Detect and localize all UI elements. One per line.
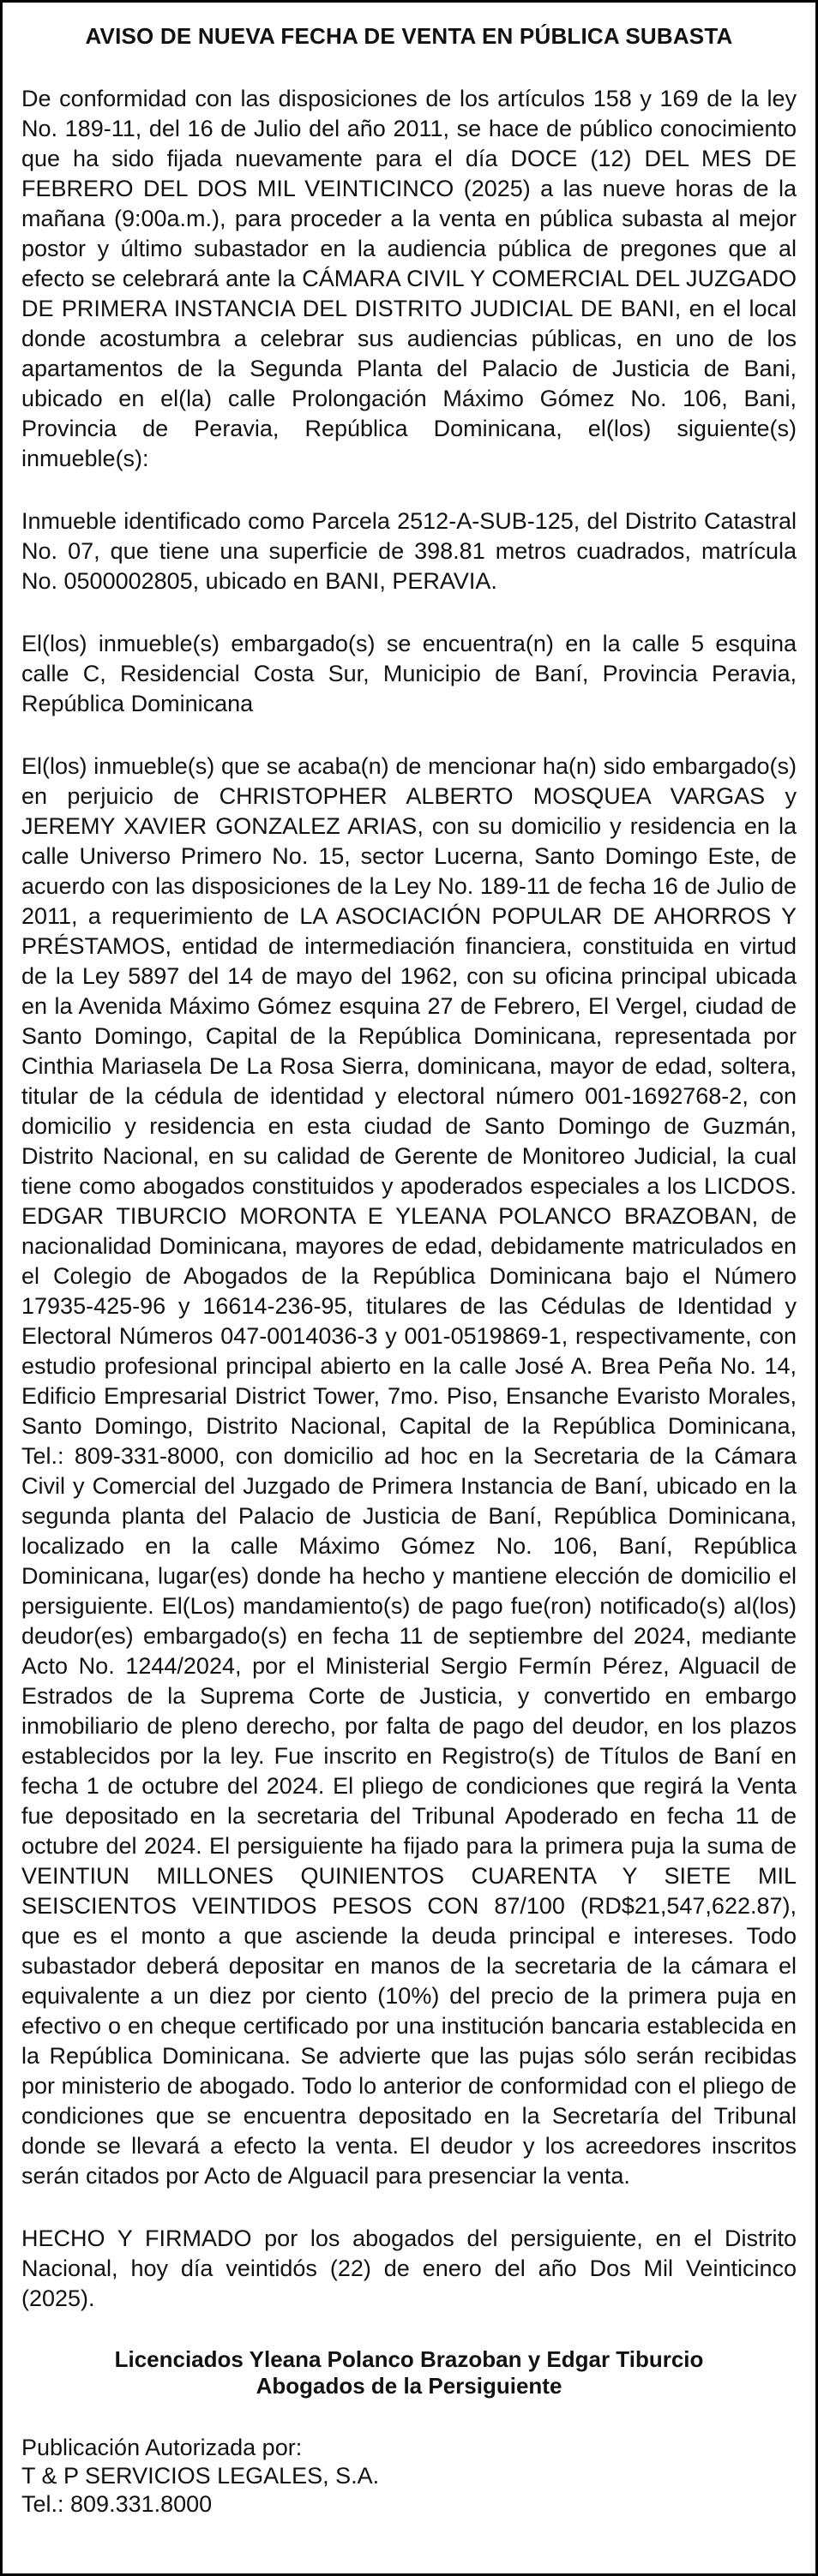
- footer-authorized: Publicación Autorizada por:: [21, 2435, 303, 2460]
- signature-names: Licenciados Yleana Polanco Brazoban y Edgar Tiburcio: [114, 2346, 704, 2372]
- footer-phone: Tel.: 809.331.8000: [21, 2491, 213, 2517]
- notice-paragraph-property: Inmueble identificado como Parcela 2512-A-SUB-125, del Distrito Catastral No. 07, que tiene una superficie de 398.81 metros cuadrados, matrícula No. 0500002805, ubicado en BANI, PERAVIA.: [21, 508, 797, 594]
- signature-block: [21, 2346, 797, 2399]
- publication-footer: [21, 2434, 797, 2519]
- signature-role: Abogados de la Persiguiente: [256, 2373, 562, 2399]
- notice-title: AVISO DE NUEVA FECHA DE VENTA EN PÚBLICA SUBASTA: [85, 23, 733, 49]
- notice-paragraph-intro: De conformidad con las disposiciones de los artículos 158 y 169 de la ley No. 189-11, del 16 de Julio del año 2011, se hace de público conocimiento que ha sido fijada nuevamente para el día DOCE (12) DEL MES DE FEBRERO DEL DOS MIL VEINTICINCO (2025) a las nueve horas de la mañana (9:00a.m.), para proceder a la venta en pública subasta al mejor postor y último subastador en la audiencia pública de pregones que al efecto se celebrará ante la CÁMARA CIVIL Y COMERCIAL DEL JUZGADO DE PRIMERA INSTANCIA DEL DISTRITO JUDICIAL DE BANI, en el local donde acostumbra a celebrar sus audiencias públicas, en uno de los apartamentos de la Segunda Planta del Palacio de Justicia de Bani, ubicado en el(la) calle Prolongación Máximo Gómez No. 106, Bani, Provincia de Peravia, República Dominicana, el(los) siguiente(s) inmueble(s):: [21, 86, 797, 471]
- footer-company: T & P SERVICIOS LEGALES, S.A.: [21, 2463, 380, 2489]
- notice-paragraph-location: El(los) inmueble(s) embargado(s) se encuentra(n) en la calle 5 esquina calle C, Residencial Costa Sur, Municipio de Baní, Provincia Peravia, República Dominicana: [21, 631, 797, 716]
- notice-paragraph-details: El(los) inmueble(s) que se acaba(n) de mencionar ha(n) sido embargado(s) en perjuicio de CHRISTOPHER ALBERTO MOSQUEA VARGAS y JEREMY XAVIER GONZALEZ ARIAS, con su domicilio y residencia en la calle Universo Primero No. 15, sector Lucerna, Santo Domingo Este, de acuerdo con las disposiciones de la Ley No. 189-11 de fecha 16 de Julio de 2011, a requerimiento de LA ASOCIACIÓN POPULAR DE AHORROS Y PRÉSTAMOS, entidad de intermediación financiera, constituida en virtud de la Ley 5897 del 14 de mayo del 1962, con su oficina principal ubicada en la Avenida Máximo Gómez esquina 27 de Febrero, El Vergel, ciudad de Santo Domingo, Capital de la República Dominicana, representada por Cinthia Mariasela De La Rosa Sierra, dominicana, mayor de edad, soltera, titular de la cédula de identidad y electoral número 001-1692768-2, con domicilio y residencia en esta ciudad de Santo Domingo de Guzmán, Distrito Nacional, en su calidad de Gerente de Monitoreo Judicial, la cual tiene como abogados constituidos y apoderados especiales a los LICDOS. EDGAR TIBURCIO MORONTA E YLEANA POLANCO BRAZOBAN, de nacionalidad Dominicana, mayores de edad, debidamente matriculados en el Colegio de Abogados de la República Dominicana bajo el Número 17935-425-96 y 16614-236-95, titulares de las Cédulas de Identidad y Electoral Números 047-0014036-3 y 001-0519869-1, respectivamente, con estudio profesional principal abierto en la calle José A. Brea Peña No. 14, Edificio Empresarial District Tower, 7mo. Piso, Ensanche Evaristo Morales, Santo Domingo, Distrito Nacional, Capital de la República Dominicana, Tel.: 809-331-8000, con domicilio ad hoc en la Secretaria de la Cámara Civil y Comercial del Juzgado de Primera Instancia de Baní, ubicado en la segunda planta del Palacio de Justicia de Baní, República Dominicana, localizado en la calle Máximo Gómez No. 106, Baní, República Dominicana, lugar(es) donde ha hecho y mantiene elección de domicilio el persiguiente. El(Los) mandamiento(s) de pago fue(ron) notificado(s) al(los) deudor(es) embargado(s) en fecha 11 de septiembre del 2024, mediante Acto No. 1244/2024, por el Ministerial Sergio Fermín Pérez, Alguacil de Estrados de la Suprema Corte de Justicia, y convertido en embargo inmobiliario de pleno derecho, por falta de pago del deudor, en los plazos establecidos por la ley. Fue inscrito en Registro(s) de Títulos de Baní en fecha 1 de octubre del 2024. El pliego de condiciones que regirá la Venta fue depositado en la secretaria del Tribunal Apoderado en fecha 11 de octubre del 2024. El persiguiente ha fijado para la primera puja la suma de VEINTIUN MILLONES QUINIENTOS CUARENTA Y SIETE MIL SEISCIENTOS VEINTIDOS PESOS CON 87/100 (RD$21,547,622.87), que es el monto a que asciende la deuda principal e intereses. Todo subastador deberá depositar en manos de la secretaria de la cámara el equivalente a un diez por ciento (10%) del precio de la primera puja en efectivo o en cheque certificado por una institución bancaria establecida en la República Dominicana. Se advierte que las pujas sólo serán recibidas por ministerio de abogado. Todo lo anterior de conformidad con el pliego de condiciones que se encuentra depositado en la Secretaría del Tribunal donde se llevará a efecto la venta. El deudor y los acreedores inscritos serán citados por Acto de Alguacil para presenciar la venta.: [21, 753, 797, 2189]
- notice-paragraph-signed: HECHO Y FIRMADO por los abogados del persiguiente, en el Distrito Nacional, hoy día veintidós (22) de enero del año Dos Mil Veinticinco (2025).: [21, 2226, 797, 2311]
